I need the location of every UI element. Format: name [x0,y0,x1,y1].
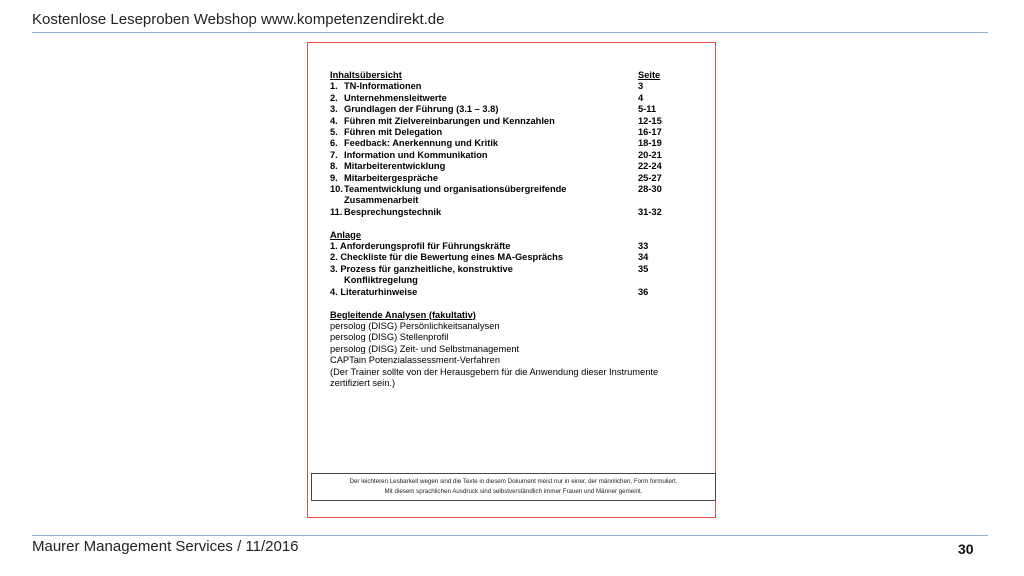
toc-item-text: TN-Informationen [344,81,422,92]
toc-item-text: Mitarbeitergespräche [344,172,439,183]
document-page [307,42,716,518]
spacer [330,218,670,229]
toc-item-num: 1. [330,81,338,92]
toc-item-text: Führen mit Delegation [344,127,443,138]
annex-item [330,287,670,298]
table-of-contents [330,70,670,389]
toc-item-num: 6. [330,138,338,149]
annex-item [330,241,670,252]
analyses-line: (Der Trainer sollte von der Herausgebern für die Anwendung dieser Instrumente [330,366,659,377]
toc-item-text: Information und Kommunikation [344,149,488,160]
toc-item-num: 11. [330,206,343,217]
toc-item-num: 4. [330,115,338,126]
analyses-line: CAPTain Potenzialassessment-Verfahren [330,355,501,366]
toc-item-cont-text: Zusammenarbeit [344,195,419,206]
analyses-line: persolog (DISG) Zeit- und Selbstmanagement [330,343,520,354]
toc-item [330,207,670,218]
footer-divider [32,535,988,536]
toc-item [330,127,670,138]
toc-item-page: 18-19 [638,138,662,149]
gender-note-box [311,473,716,501]
toc-item-page: 28-30 [638,184,662,195]
annex-item-page: 33 [638,241,649,252]
gender-note-line1: Der leichteren Lesbarkeit wegen sind die Texte in diesem Dokument meist nur in einer, der männlichen, Form formuliert. [349,478,678,485]
annex-heading-row [330,230,670,241]
toc-item [330,81,670,92]
toc-item-num: 8. [330,161,338,172]
toc-item-text: Mitarbeiterentwicklung [344,161,446,172]
analyses-line: persolog (DISG) Persönlichkeitsanalysen [330,320,500,331]
toc-item [330,104,670,115]
header-divider [32,32,988,33]
toc-item-page: 5-11 [638,104,657,115]
toc-item-num: 2. [330,92,338,103]
annex-item [330,252,670,263]
toc-item-page: 20-21 [638,149,662,160]
toc-heading: Inhaltsübersicht [330,70,402,80]
toc-item-num: 9. [330,172,338,183]
annex-item-page: 35 [638,263,649,274]
analyses-line: persolog (DISG) Stellenprofil [330,332,449,343]
toc-item [330,93,670,104]
annex-heading: Anlage [330,229,361,240]
toc-item-text: Besprechungstechnik [344,206,442,217]
toc-item-num: 5. [330,127,338,138]
annex-item [330,264,670,275]
toc-page-heading: Seite [638,70,661,80]
annex-item-cont-text: Konfliktregelung [344,275,418,286]
toc-item-text: Feedback: Anerkennung und Kritik [344,138,499,149]
toc-item-num: 10. [330,184,343,195]
spacer [330,298,670,309]
annex-item-text: 4. Literaturhinweise [330,286,418,297]
analyses-line: zertifiziert sein.) [330,377,396,388]
toc-item-num: 3. [330,104,338,115]
toc-heading-row [330,70,670,81]
annex-item-page: 36 [638,286,649,297]
annex-item-text: 1. Anforderungsprofil für Führungskräfte [330,241,511,252]
toc-item-text: Teamentwicklung und organisationsübergreifende [344,184,567,195]
toc-item-page: 25-27 [638,172,662,183]
toc-item [330,138,670,149]
toc-item-text: Grundlagen der Führung (3.1 – 3.8) [344,104,499,115]
toc-item [330,161,670,172]
header-title: Kostenlose Leseproben Webshop www.kompetenzendirekt.de [32,11,445,28]
analyses-heading-row [330,310,670,321]
annex-item-continuation [330,275,670,286]
footer-text: Maurer Management Services / 11/2016 [32,538,299,555]
analyses-heading: Begleitende Analysen (fakultativ) [330,309,476,320]
toc-item-page: 16-17 [638,127,662,138]
gender-note-line2: Mit diesem sprachlichen Ausdruck sind selbstverständlich immer Frauen und Männer gemeint. [384,488,643,495]
toc-item [330,150,670,161]
toc-item [330,184,670,195]
toc-item-continuation [330,195,670,206]
annex-item-page: 34 [638,252,649,263]
toc-item-page: 12-15 [638,115,662,126]
toc-item-text: Führen mit Zielvereinbarungen und Kennzahlen [344,115,555,126]
toc-item [330,116,670,127]
toc-item-num: 7. [330,149,338,160]
toc-item [330,173,670,184]
annex-item-text: 3. Prozess für ganzheitliche, konstruktive [330,263,513,274]
toc-item-page: 31-32 [638,206,662,217]
toc-item-page: 3 [638,81,644,92]
page-number: 30 [958,541,974,557]
annex-item-text: 2. Checkliste für die Bewertung eines MA-Gesprächs [330,252,564,263]
toc-item-page: 22-24 [638,161,662,172]
toc-item-page: 4 [638,92,644,103]
toc-item-text: Unternehmensleitwerte [344,92,447,103]
